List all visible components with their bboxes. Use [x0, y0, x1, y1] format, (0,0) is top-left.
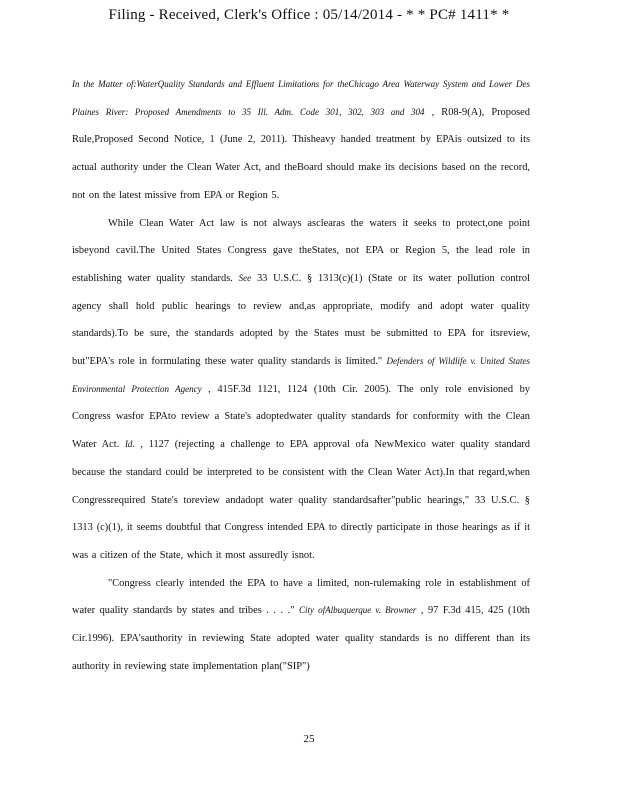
text-run: , 1127 (rejecting a challenge to EPA approval ofa NewMexico water quality standard because the standard could be interpreted to be consistent with the Clean Water Act).In that regard,when Congressrequired State's toreview andadopt water quality standardsafter"public hearings," 33 U.S.C. § 1313 (c)(1), it seems doubtful that Congress intended EPA to directly participate in those hearings as if it was a citizen of the State, which it most assuredly isnot. [72, 439, 530, 561]
paragraph [72, 570, 530, 681]
paragraph [72, 71, 530, 210]
text-run: 33 U.S.C. § 1313(c)(1) (State or its water pollution control agency shall hold public hearings to review and,as appropriate, modify and adopt water quality standards).To be sure, the standards adopted by the States must be submitted to EPA for itsreview, but"EPA's role in formulating these water quality standards is limited." [72, 272, 530, 368]
italic-citation: City ofAlbuquerque v. Browner [298, 605, 417, 616]
paragraph [72, 210, 530, 570]
italic-citation: See [238, 272, 252, 283]
text-run: , 97 F.3d 415, 425 (10th Cir.1996). EPA'sauthority in reviewing State adopted water quality standards is no different than its authority in reviewing state implementation plan("SIP") [72, 605, 530, 672]
filing-stamp-header: Filing - Received, Clerk's Office : 05/14/2014 - * * PC# 1411* * [108, 7, 510, 23]
italic-citation: Defenders of Wildlife v. United States Environmental Protection Agency [72, 356, 530, 394]
text-run: While Clean Water Act law is not always asclearas the waters it seeks to protect,one point isbeyond cavil.The United States Congress gave theStates, not EPA or Region 5, the lead role in establishing water quality standards. [72, 217, 530, 284]
italic-citation: Id. [124, 439, 135, 450]
italic-citation: In the Matter of:WaterQuality Standards and Effluent Limitations for theChicago Area Waterway System and Lower Des Plaines River: Proposed Amendments to 35 Ill. Adm. Code 301, 302, 303 and 304 [72, 79, 530, 117]
page-number: 25 [303, 733, 315, 745]
text-run: "Congress clearly intended the EPA to have a limited, non-rulemaking role in establishment of water quality standards by states and tribes . . . ." [72, 577, 530, 617]
document-body [72, 71, 530, 680]
text-run: , 415F.3d 1121, 1124 (10th Cir. 2005). The only role envisioned by Congress wasfor EPAto review a State's adoptedwater quality standards for conformity with the Clean Water Act. [72, 383, 530, 451]
text-run: , R08-9(A), Proposed Rule,Proposed Second Notice, 1 (June 2, 2011). Thisheavy handed treatment by EPAis outsized to its actual authority under the Clean Water Act, and theBoard should make its decisions based on the record, not on the latest missive from EPA or Region 5. [72, 106, 530, 201]
